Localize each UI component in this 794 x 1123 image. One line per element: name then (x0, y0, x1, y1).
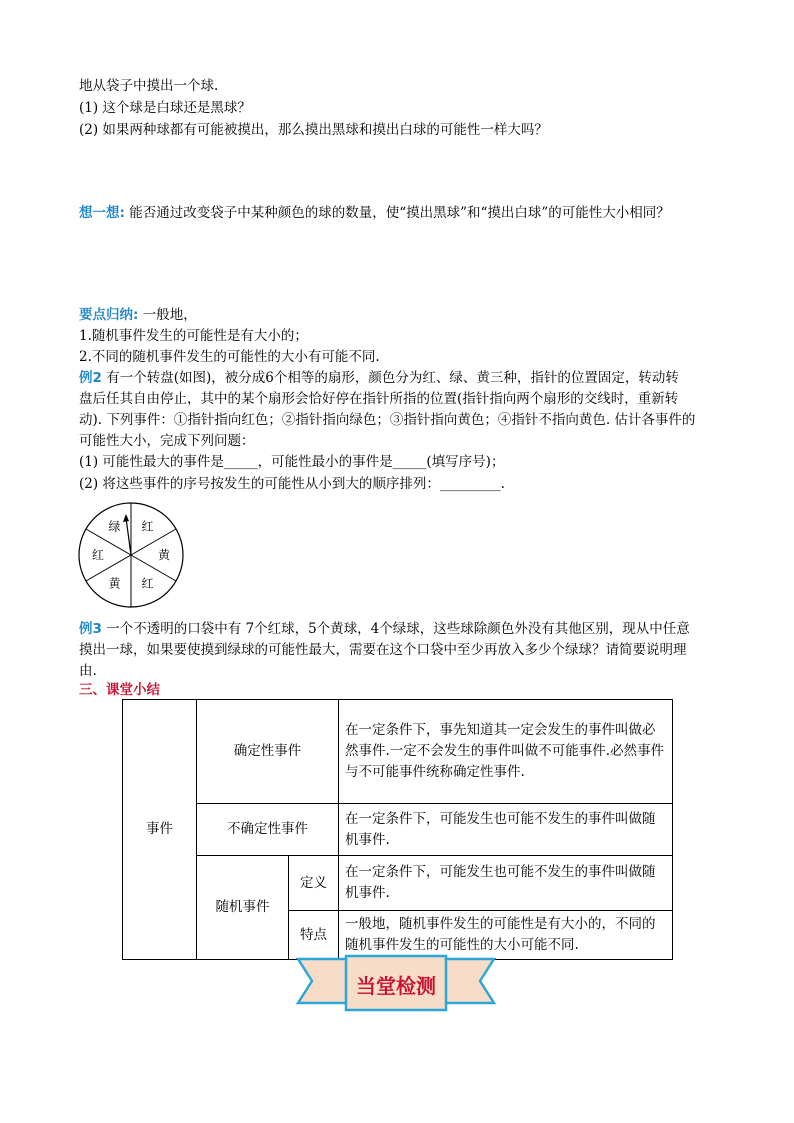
sector-label: 红 (141, 519, 154, 534)
example2-question-1: (1) 可能性最大的事件是_____，可能性最小的事件是_____(填写序号)； (79, 454, 505, 470)
example2-label: 例2 (79, 370, 102, 386)
intro-question-1: (1) 这个球是白球还是黑球？ (79, 100, 251, 116)
definition-label: 定义 (289, 856, 339, 911)
key-points-text: 一般地， (138, 307, 197, 323)
example2-line2: 盘后任其自由停止，其中的某个扇形会恰好停在指针所指的位置(指针指向两个扇形的交线时，重新转 (79, 391, 679, 407)
key-points-label: 要点归纳: (79, 307, 139, 323)
key-point-1: 1.随机事件发生的可能性是有大小的； (79, 328, 308, 344)
example3-line3: 由. (79, 663, 97, 679)
example3-line2: 摸出一球，如果要使摸到绿球的可能性最大，需要在这个口袋中至少再放入多少个绿球？请简要说明理 (79, 642, 687, 658)
certain-event-desc: 在一定条件下，事先知道其一定会发生的事件叫做必然事件.一定不会发生的事件叫做不可能事件.必然事件与不可能事件统称确定性事件. (339, 700, 673, 804)
spinner-diagram (76, 500, 186, 610)
sector-label: 红 (141, 576, 154, 591)
intro-line: 地从袋子中摸出一个球. (79, 78, 219, 94)
example2-question-2: (2) 将这些事件的序号按发生的可能性从小到大的顺序排列：_________. (79, 476, 505, 492)
example3-text: 一个不透明的口袋中有 7个红球，5个黄球，4个绿球，这些球除颜色外没有其他区别，现从中任意 (101, 621, 690, 637)
random-event-cell: 随机事件 (197, 856, 289, 960)
sector-label: 红 (91, 548, 105, 562)
example2-line1 (79, 368, 679, 388)
uncertain-event-cell: 不确定性事件 (197, 804, 339, 856)
sector-label: 黄 (157, 548, 171, 562)
feature-label: 特点 (289, 911, 339, 960)
feature-desc: 一般地，随机事件发生的可能性是有大小的，不同的随机事件发生的可能性的大小可能不同. (339, 911, 673, 960)
summary-table (122, 699, 673, 960)
think-label: 想一想: (79, 205, 125, 221)
intro-question-2: (2) 如果两种球都有可能被摸出，那么摸出黑球和摸出白球的可能性一样大吗？ (79, 122, 548, 138)
example2-text: 有一个转盘(如图)，被分成6个相等的扇形，颜色分为红、绿、黄三种，指针的位置固定，转动转 (101, 370, 679, 386)
key-points-heading (79, 305, 197, 325)
section-heading: 三、课堂小结 (79, 682, 160, 698)
example3-label: 例3 (79, 621, 102, 637)
example2-line4: 可能性大小，完成下列问题： (79, 433, 255, 449)
event-cell: 事件 (123, 700, 197, 960)
certain-event-cell: 确定性事件 (197, 700, 339, 804)
example2-line3: 动). 下列事件：①指针指向红色；②指针指向绿色；③指针指向黄色；④指针不指向黄色. 估计各事件的 (79, 412, 696, 428)
sector-label: 黄 (108, 576, 121, 591)
example3-line1 (79, 619, 690, 639)
think-paragraph (79, 203, 670, 223)
definition-desc: 在一定条件下，可能发生也可能不发生的事件叫做随机事件. (339, 856, 673, 911)
key-point-2: 2.不同的随机事件发生的可能性的大小有可能不同. (79, 349, 380, 365)
think-text: 能否通过改变袋子中某种颜色的球的数量，使“摸出黑球”和“摸出白球”的可能性大小相同？ (124, 205, 670, 221)
sector-label: 绿 (108, 519, 121, 534)
uncertain-event-desc: 在一定条件下，可能发生也可能不发生的事件叫做随机事件. (339, 804, 673, 856)
banner-title: 当堂检测 (356, 974, 436, 998)
